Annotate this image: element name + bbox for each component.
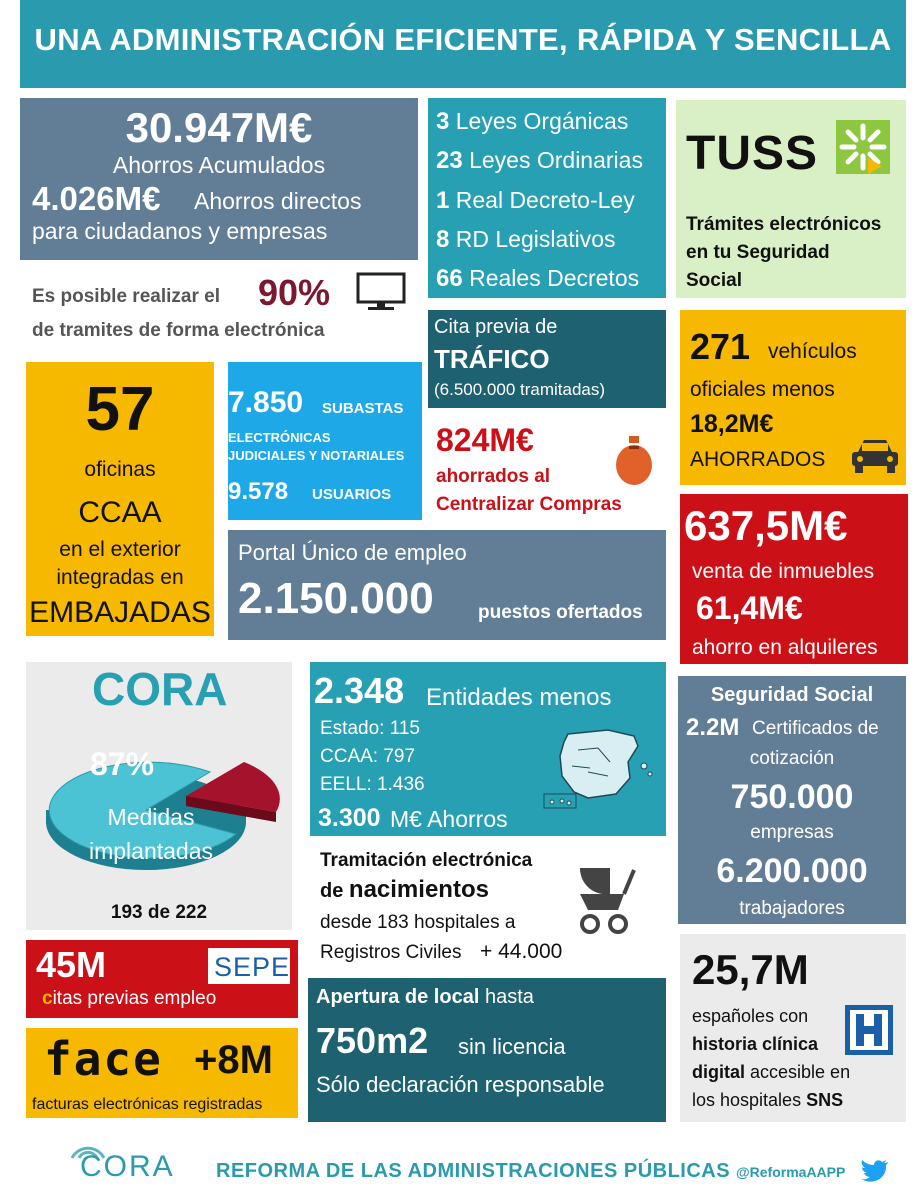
compras-line-1: ahorrados al	[436, 466, 551, 487]
trafico-title: TRÁFICO	[434, 344, 550, 374]
tuss-line-3: Social	[686, 270, 742, 291]
stroller-icon	[574, 860, 638, 936]
nacimientos-bold: nacimientos	[348, 876, 489, 903]
vehicles-label-2: oficiales menos	[690, 378, 835, 401]
cora-title: CORA	[92, 663, 228, 715]
car-icon	[850, 436, 900, 474]
header-banner	[20, 0, 906, 88]
offices-line-4: integradas en	[56, 566, 184, 589]
electronic-procedures-panel	[26, 268, 421, 348]
inmuebles-panel	[680, 494, 908, 664]
inmuebles-amount: 637,5M€	[684, 502, 848, 549]
tuss-panel	[676, 100, 906, 298]
subastas-label: SUBASTAS	[322, 400, 404, 417]
compras-amount: 824M€	[436, 422, 534, 458]
cora-label-1: Medidas	[107, 804, 195, 830]
entidades-estado: Estado: 115	[320, 718, 421, 739]
nacimientos-count: + 44.000	[480, 940, 563, 963]
law-row: 1 Real Decreto-Ley	[436, 187, 635, 214]
sns-bold: digital	[692, 1062, 745, 1082]
apertura-size: 750m2	[316, 1020, 429, 1061]
subastas-sub-2: JUDICIALES Y NOTARIALES	[228, 448, 405, 463]
entidades-ccaa: CCAA: 797	[320, 746, 416, 767]
sns-rest: accesible en	[750, 1062, 851, 1082]
nacimientos-line-1: Tramitación electrónica	[320, 850, 533, 871]
segsoc-num-3: 6.200.000	[716, 852, 868, 890]
apertura-bold: Apertura de local	[316, 986, 480, 1008]
entidades-panel	[310, 662, 666, 836]
sns-line-4: los hospitales	[692, 1090, 802, 1110]
segsoc-label-2: empresas	[750, 822, 834, 843]
sns-bold-2: SNS	[806, 1090, 844, 1110]
sepe-num: 45M	[36, 944, 107, 985]
cora-percent: 87%	[90, 746, 155, 782]
apertura-size-label: sin licencia	[458, 1034, 566, 1059]
cora-panel	[26, 662, 292, 930]
sns-line-1: españoles con	[692, 1006, 809, 1026]
apertura-panel	[308, 978, 666, 1122]
total-savings-value: 30.947M€	[125, 104, 313, 151]
trafico-sub: (6.500.000 tramitadas)	[434, 380, 606, 399]
electronic-percent: 90%	[258, 272, 331, 313]
footer-title: REFORMA DE LAS ADMINISTRACIONES PÚBLICAS	[216, 1160, 731, 1182]
sepe-logo: SEPE	[214, 952, 291, 982]
segsoc-num-1: 2.2M	[686, 714, 740, 741]
entidades-num: 2.348	[314, 670, 405, 711]
twitter-bird-icon[interactable]	[860, 1158, 890, 1182]
tuss-sun-icon	[836, 120, 890, 174]
total-savings-label: Ahorros Acumulados	[112, 152, 326, 178]
entidades-savings-label: M€ Ahorros	[390, 806, 508, 832]
portal-title: Portal Único de empleo	[238, 540, 467, 565]
sepe-letter: c	[42, 988, 53, 1009]
tuss-line-1: Trámites electrónicos	[686, 214, 882, 235]
sepe-label: itas previas empleo	[52, 988, 217, 1009]
sns-line-2: historia clínica	[692, 1034, 819, 1054]
subastas-users-label: USUARIOS	[312, 486, 392, 503]
monitor-icon	[356, 272, 406, 312]
piggy-bank-icon	[614, 434, 654, 486]
seguridad-social-panel	[678, 676, 906, 924]
subastas-sub-1: ELECTRÓNICAS	[228, 430, 331, 445]
segsoc-label-3: trabajadores	[739, 898, 845, 919]
offices-panel	[26, 362, 214, 636]
nacimientos-line-3: desde 183 hospitales a	[320, 912, 516, 933]
electronic-line-2: de tramites de forma electrónica	[32, 320, 325, 341]
sns-panel	[680, 934, 906, 1122]
nacimientos-panel	[310, 842, 666, 974]
footer-handle[interactable]: @ReformaAAPP	[736, 1164, 846, 1180]
law-row: 8 RD Legislativos	[436, 226, 616, 253]
cora-count: 193 de 222	[110, 902, 208, 923]
vehicles-amount-label: AHORRADOS	[690, 448, 826, 471]
direct-savings-label: Ahorros directos	[194, 188, 362, 214]
law-row: 3 Leyes Orgánicas	[436, 108, 629, 135]
offices-line-5: EMBAJADAS	[29, 596, 211, 629]
nacimientos-line-4: Registros Civiles	[320, 942, 462, 963]
electronic-line-1: Es posible realizar el	[32, 286, 220, 307]
footer-cora-logo: CORA	[80, 1150, 175, 1183]
segsoc-title: Seguridad Social	[710, 684, 874, 706]
subastas-users: 9.578	[228, 478, 289, 505]
face-logo: face	[44, 1032, 163, 1086]
segsoc-num-2: 750.000	[730, 778, 854, 816]
compras-line-2: Centralizar Compras	[436, 494, 622, 515]
hospital-icon	[844, 1004, 894, 1056]
entidades-savings-num: 3.300	[318, 804, 381, 832]
entidades-label: Entidades menos	[426, 684, 612, 711]
trafico-panel	[428, 310, 666, 408]
inmuebles-amount-2: 61,4M€	[696, 590, 803, 626]
direct-savings-label-2: para ciudadanos y empresas	[32, 218, 328, 244]
sepe-logo-box	[208, 948, 290, 984]
laws-panel	[428, 98, 666, 298]
face-label: facturas electrónicas registradas	[32, 1096, 263, 1113]
inmuebles-label: venta de inmuebles	[692, 560, 875, 583]
direct-savings-value: 4.026M€	[32, 180, 161, 217]
tuss-line-2: en tu Seguridad	[686, 242, 830, 263]
apertura-line-3: Sólo declaración responsable	[316, 1072, 605, 1097]
inmuebles-label-2: ahorro en alquileres	[692, 636, 878, 659]
subastas-panel	[228, 362, 422, 520]
cora-label-2: implantadas	[88, 838, 214, 864]
face-panel	[26, 1028, 298, 1118]
offices-line-2: CCAA	[78, 496, 162, 529]
offices-line-3: en el exterior	[59, 538, 181, 561]
entidades-eell: EELL: 1.436	[320, 774, 425, 795]
portal-panel	[228, 530, 666, 640]
vehicles-amount: 18,2M€	[690, 410, 774, 438]
portal-num: 2.150.000	[238, 574, 434, 623]
law-row: 23 Leyes Ordinarias	[436, 147, 643, 174]
offices-num: 57	[85, 375, 155, 444]
segsoc-label-1b: cotización	[749, 748, 835, 769]
vehicles-panel	[680, 310, 906, 485]
law-row: 66 Reales Decretos	[436, 265, 640, 292]
footer	[20, 1130, 906, 1190]
savings-panel	[20, 98, 418, 260]
portal-label: puestos ofertados	[478, 602, 643, 623]
apertura-rest: hasta	[484, 986, 534, 1008]
trafico-line-1: Cita previa de	[434, 316, 558, 338]
subastas-num: 7.850	[228, 386, 304, 419]
compras-panel	[428, 418, 668, 522]
offices-line-1: oficinas	[84, 458, 156, 481]
page-title: UNA ADMINISTRACIÓN EFICIENTE, RÁPIDA Y SENCILLA	[34, 22, 892, 57]
vehicles-num: 271	[690, 326, 751, 367]
vehicles-label-1: vehículos	[768, 340, 857, 363]
sepe-panel	[26, 940, 298, 1018]
tuss-logo: TUSS	[686, 127, 819, 180]
spain-map-icon	[538, 722, 658, 812]
nacimientos-de: de	[320, 880, 344, 902]
segsoc-label-1a: Certificados de	[752, 718, 879, 739]
sns-num: 25,7M	[692, 946, 809, 993]
face-num: +8M	[194, 1038, 273, 1082]
